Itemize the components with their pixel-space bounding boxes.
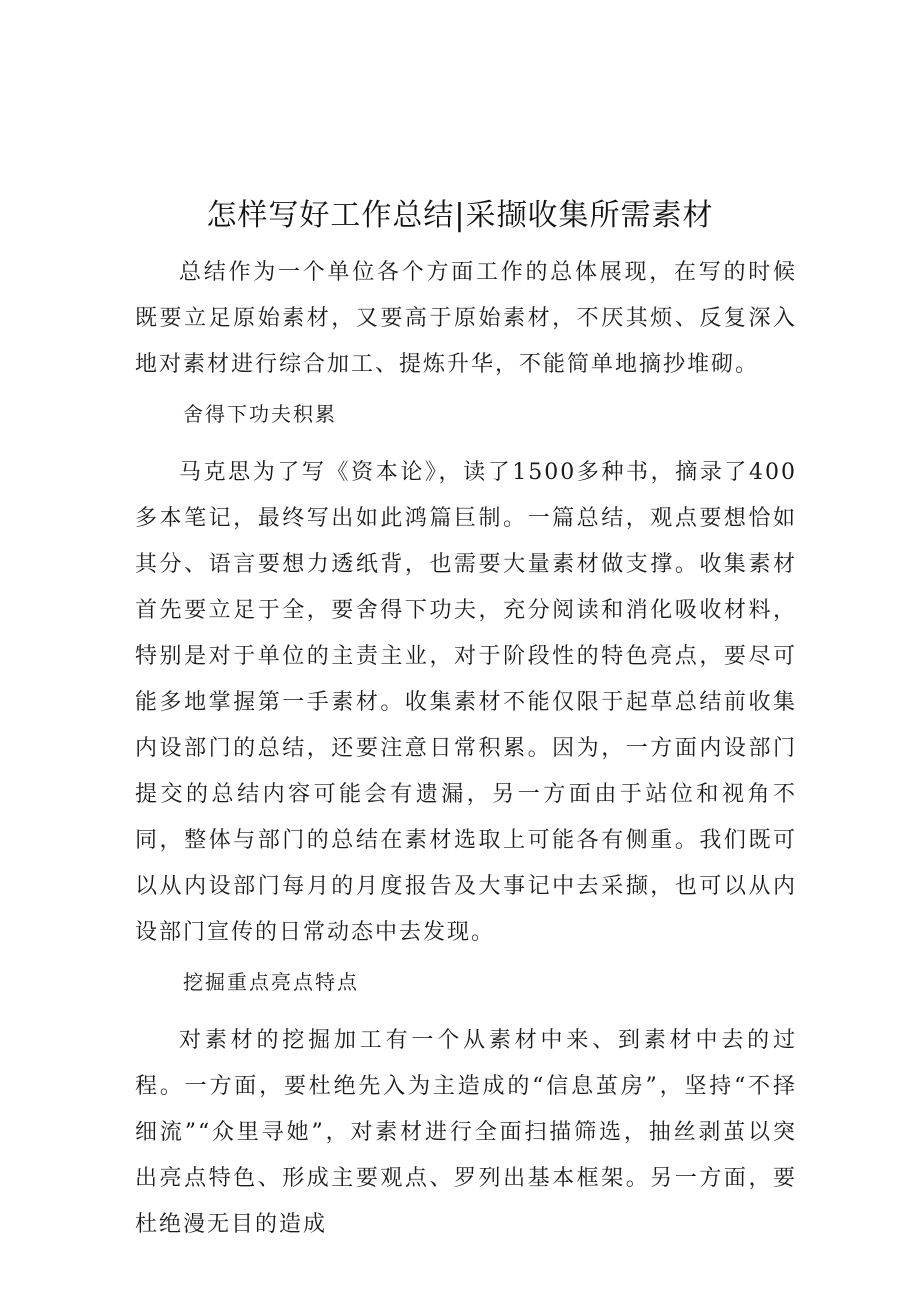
- section-heading-highlights: 挖掘重点亮点特点: [183, 970, 359, 994]
- section-heading-accumulate: 舍得下功夫积累: [183, 402, 337, 426]
- paragraph-highlights: 对素材的挖掘加工有一个从素材中来、到素材中去的过程。一方面，要杜绝先入为主造成的“信息茧房”，坚持“不择细流”“众里寻她”，对素材进行全面扫描筛选，抽丝剥茧以突出亮点特色、形成主要观点、罗列出基本框架。另一方面，要杜绝漫无目的造成: [135, 1028, 797, 1237]
- document-title: 怎样写好工作总结|采撷收集所需素材: [206, 198, 714, 233]
- paragraph-intro: 总结作为一个单位各个方面工作的总体展现，在写的时候既要立足原始素材，又要高于原始素材，不厌其烦、反复深入地对素材进行综合加工、提炼升华，不能简单地摘抄堆砌。: [135, 260, 797, 377]
- document-body: [135, 250, 797, 1248]
- paragraph-accumulate: 马克思为了写《资本论》，读了1500多种书，摘录了400多本笔记，最终写出如此鸿篇巨制。一篇总结，观点要想恰如其分、语言要想力透纸背，也需要大量素材做支撑。收集素材首先要立足于全，要舍得下功夫，充分阅读和消化吸收材料，特别是对于单位的主责主业，对于阶段性的特色亮点，要尽可能多地掌握第一手素材。收集素材不能仅限于起草总结前收集内设部门的总结，还要注意日常积累。因为，一方面内设部门提交的总结内容可能会有遗漏，另一方面由于站位和视角不同，整体与部门的总结在素材选取上可能各有侧重。我们既可以从内设部门每月的月度报告及大事记中去采撷，也可以从内设部门宣传的日常动态中去发现。: [135, 460, 797, 945]
